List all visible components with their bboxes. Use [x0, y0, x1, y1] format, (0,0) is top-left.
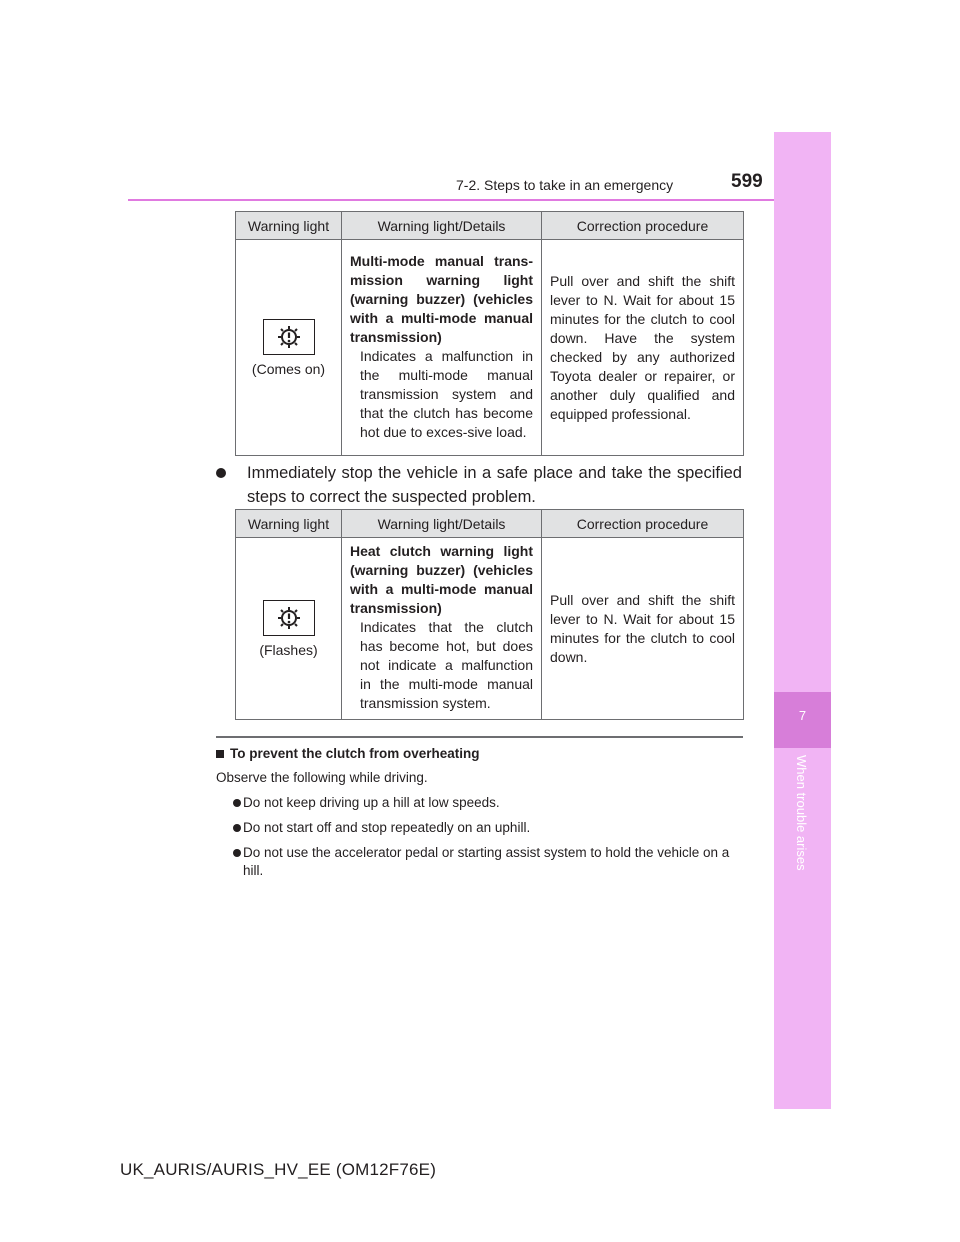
bullet-icon [233, 849, 241, 857]
clutch-warning-icon [263, 319, 315, 355]
note-intro: Observe the following while driving. [216, 770, 428, 785]
light-status: (Comes on) [251, 360, 326, 377]
bullet-icon [216, 468, 226, 478]
warning-table-1 [235, 211, 744, 456]
details-title: Heat clutch warning light (warning buzzer) (vehicles with a multi-mode manual transmission) [350, 543, 533, 616]
note-heading-text: To prevent the clutch from overheating [230, 746, 480, 761]
table-row [236, 240, 744, 456]
table-row [236, 538, 744, 720]
list-item [216, 794, 746, 812]
correction-procedure: Pull over and shift the shift lever to N. Wait for about 15 minutes for the clutch to cool down. Have the system checked by any authorized Toyota dealer or repairer, or another duly qualified and equipped professional. [542, 240, 744, 456]
details-cell [342, 538, 542, 720]
details-description: Indicates that the clutch has become hot, but does not indicate a malfunction in the multi-mode manual transmission system. [360, 619, 533, 711]
footer-model-code: UK_AURIS/AURIS_HV_EE (OM12F76E) [120, 1160, 437, 1179]
list-item [216, 844, 746, 880]
header-details: Warning light/Details [342, 212, 542, 240]
details-description: Indicates a malfunction in the multi-mode manual transmission system and that the clutch has become hot due to exces-sive load. [360, 347, 533, 440]
warning-light-cell [236, 240, 342, 456]
bullet-icon [233, 799, 241, 807]
header-correction: Correction procedure [542, 510, 744, 538]
list-item-text: Do not use the accelerator pedal or starting assist system to hold the vehicle on a hill. [243, 845, 730, 878]
note-heading [216, 745, 746, 763]
chapter-title: When trouble arises [794, 755, 809, 871]
header-rule [128, 199, 831, 201]
header-warning-light: Warning light [236, 212, 342, 240]
note-section [216, 745, 746, 880]
chapter-number: 7 [798, 708, 807, 723]
warning-light-cell [236, 538, 342, 720]
main-bullet [216, 461, 742, 509]
list-item-text: Do not start off and stop repeatedly on an uphill. [243, 820, 531, 835]
section-title: 7-2. Steps to take in an emergency [456, 177, 674, 193]
list-item-text: Do not keep driving up a hill at low speeds. [243, 795, 500, 810]
details-title: Multi-mode manual trans-mission warning light (warning buzzer) (vehicles with a multi-mode manual transmission) [350, 252, 533, 345]
list-item [216, 819, 746, 837]
light-status: (Flashes) [259, 641, 318, 658]
header-warning-light: Warning light [236, 510, 342, 538]
clutch-warning-icon [263, 600, 315, 636]
header-details: Warning light/Details [342, 510, 542, 538]
square-bullet-icon [216, 750, 224, 758]
section-divider [216, 736, 743, 738]
correction-procedure: Pull over and shift the shift lever to N. Wait for about 15 minutes for the clutch to cool down. [542, 538, 744, 720]
table-header-row [236, 510, 744, 538]
table-header-row [236, 212, 744, 240]
page-number: 599 [731, 171, 763, 192]
bullet-icon [233, 824, 241, 832]
chapter-side-tab [774, 132, 831, 1109]
header-correction: Correction procedure [542, 212, 744, 240]
details-cell [342, 240, 542, 456]
main-bullet-text: Immediately stop the vehicle in a safe place and take the specified steps to correct the suspected problem. [247, 464, 742, 506]
warning-table-2 [235, 509, 744, 720]
